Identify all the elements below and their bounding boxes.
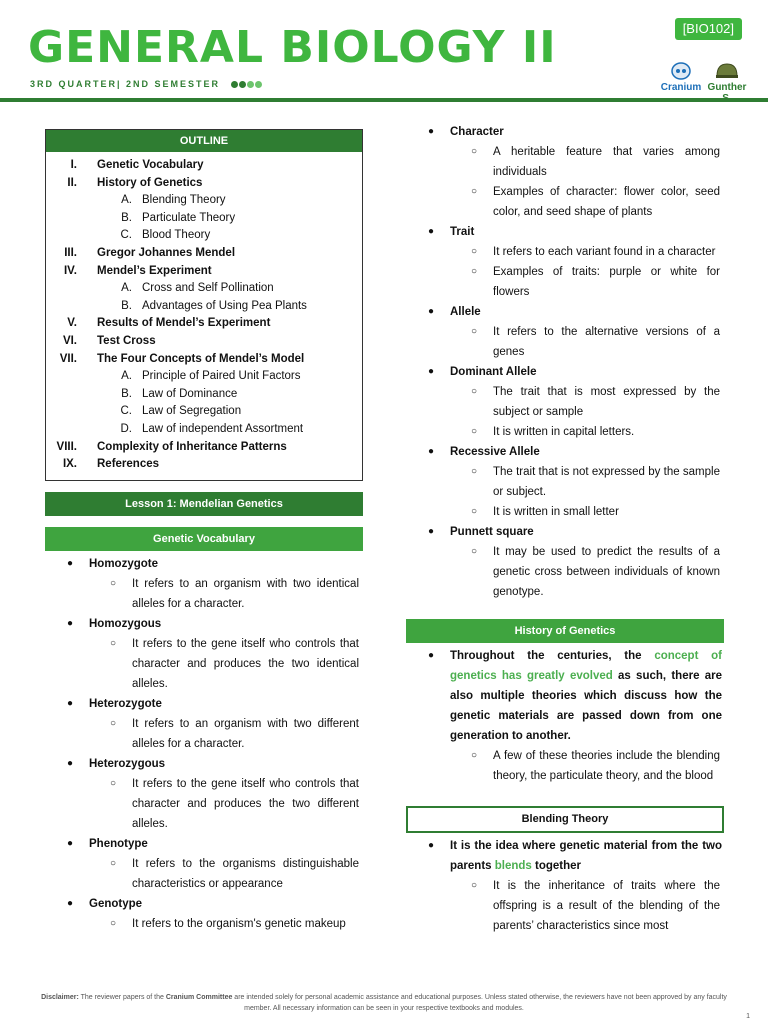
outline-subitem	[46, 298, 362, 316]
circle-bullet-icon: ○	[470, 750, 477, 761]
disclaimer-footer	[40, 992, 728, 1014]
bullet-icon: ●	[67, 617, 74, 629]
term-definition: It refers to the alternative versions of a genes	[493, 326, 720, 358]
cranium-skull-icon	[667, 62, 695, 82]
term-definition: It is written in capital letters.	[493, 426, 635, 438]
circle-bullet-icon: ○	[470, 880, 477, 891]
list-subitem	[45, 714, 363, 754]
course-code-badge: [BIO102]	[675, 18, 742, 40]
list-item	[406, 646, 724, 746]
list-item	[45, 554, 363, 574]
subheader	[30, 79, 263, 90]
cranium-logo-text: Cranium	[660, 82, 702, 93]
list-subitem	[406, 462, 724, 502]
outline-box	[45, 129, 363, 481]
term-definition: Examples of character: flower color, seed color, and seed shape of plants	[493, 186, 720, 218]
history-text-pre: Throughout the centuries, the	[450, 650, 655, 662]
list-subitem	[45, 634, 363, 694]
outline-subitem	[46, 280, 362, 298]
outline-heading: OUTLINE	[46, 130, 362, 152]
vocabulary-list-left	[45, 554, 363, 934]
vocabulary-list-right	[406, 122, 724, 602]
term-label: Heterozygous	[89, 757, 166, 770]
outline-subitem-label: Law of Dominance	[142, 387, 238, 400]
page-number: 1	[746, 1013, 750, 1020]
circle-bullet-icon: ○	[109, 777, 116, 789]
outline-subitem-label: Principle of Paired Unit Factors	[142, 370, 301, 383]
outline-subitem-letter: C.	[120, 405, 132, 418]
disclaimer-committee: Cranium Committee	[165, 994, 233, 1001]
cranium-logo	[656, 62, 706, 93]
term-definition: It refers to an organism with two identical alleles for a character.	[132, 577, 359, 610]
outline-subitem-label: Blending Theory	[142, 194, 226, 207]
history-of-genetics-heading: History of Genetics	[406, 619, 724, 643]
quarter-semester-label: 3RD QUARTER| 2ND SEMESTER	[30, 79, 221, 89]
genetic-vocabulary-heading: Genetic Vocabulary	[45, 527, 363, 551]
circle-bullet-icon: ○	[470, 326, 477, 337]
outline-item-number: I.	[70, 159, 77, 171]
circle-bullet-icon: ○	[470, 246, 477, 257]
term-label: Recessive Allele	[450, 446, 540, 458]
list-subitem	[406, 502, 724, 522]
outline-subitem-label: Cross and Self Pollination	[142, 282, 274, 295]
outline-item-number: V.	[67, 317, 77, 330]
term-definition: The trait that is most expressed by the subject or sample	[493, 386, 720, 418]
circle-bullet-icon: ○	[470, 266, 477, 277]
outline-item-label: References	[97, 458, 160, 471]
gunther-logo-text: Gunther	[707, 82, 747, 93]
term-definition: It refers to the gene itself who controls that character and produces the two identical alleles.	[132, 637, 359, 690]
bullet-icon: ●	[428, 526, 435, 537]
blending-text-pre: It is the idea where genetic material from the two parents	[450, 840, 722, 872]
bullet-icon: ●	[428, 650, 435, 661]
outline-item-number: III.	[64, 246, 77, 259]
list-subitem	[45, 574, 363, 614]
outline-item	[46, 263, 362, 281]
bullet-icon: ●	[67, 837, 74, 849]
blending-section	[406, 836, 724, 936]
outline-item-label: History of Genetics	[97, 176, 203, 189]
decorative-dots-icon	[231, 80, 263, 90]
circle-bullet-icon: ○	[470, 146, 477, 157]
bullet-icon: ●	[67, 897, 74, 909]
bullet-icon: ●	[428, 126, 435, 137]
term-definition: It refers to the organism's genetic makeup	[132, 917, 346, 930]
right-column	[406, 122, 724, 936]
outline-item-number: VII.	[59, 352, 77, 365]
term-label: Allele	[450, 306, 481, 318]
list-item	[406, 362, 724, 382]
outline-item	[46, 157, 362, 175]
disclaimer-text-post: are intended solely for personal academic assistance and educational purposes. Unless stated otherwise, the reviewers have not been approved by any faculty member. All necessary information can be seen in your respective textbooks and modules.	[232, 994, 727, 1012]
outline-item	[46, 456, 362, 474]
list-item	[45, 614, 363, 634]
bullet-icon: ●	[428, 840, 435, 851]
outline-subitem-letter: A.	[121, 194, 132, 207]
outline-subitem-letter: C.	[120, 229, 132, 242]
outline-item-label: Gregor Johannes Mendel	[97, 246, 236, 259]
circle-bullet-icon: ○	[109, 717, 116, 729]
circle-bullet-icon: ○	[470, 426, 477, 437]
list-subitem	[406, 322, 724, 362]
list-subitem	[406, 142, 724, 182]
circle-bullet-icon: ○	[470, 466, 477, 477]
header-divider	[0, 98, 768, 102]
outline-subitem-letter: A.	[121, 370, 132, 383]
outline-subitem-letter: B.	[121, 299, 132, 312]
outline-item	[46, 245, 362, 263]
list-item	[45, 834, 363, 854]
bullet-icon: ●	[428, 366, 435, 377]
circle-bullet-icon: ○	[470, 186, 477, 197]
outline-item-label: Complexity of Inheritance Patterns	[97, 440, 287, 453]
list-subitem	[406, 382, 724, 422]
outline-subitem-label: Law of independent Assortment	[142, 422, 304, 435]
bullet-icon: ●	[67, 557, 74, 569]
document-title: GENERAL BIOLOGY II	[28, 22, 557, 73]
outline-item-number: VIII.	[56, 440, 77, 453]
history-subtext: A few of these theories include the blending theory, the particulate theory, and the blood	[493, 750, 720, 782]
outline-list	[46, 152, 362, 480]
outline-subitem-letter: B.	[121, 387, 132, 400]
term-label: Homozygote	[89, 557, 158, 570]
term-label: Dominant Allele	[450, 366, 537, 378]
term-definition: The trait that is not expressed by the sample or subject.	[493, 466, 720, 498]
term-label: Character	[450, 126, 504, 138]
outline-item	[46, 351, 362, 369]
bullet-icon: ●	[428, 306, 435, 317]
list-item	[406, 836, 724, 876]
disclaimer-text-pre: The reviewer papers of the	[78, 994, 166, 1001]
list-subitem	[406, 262, 724, 302]
list-item	[45, 894, 363, 914]
outline-subitem	[46, 421, 362, 439]
outline-item-label: Results of Mendel’s Experiment	[97, 317, 271, 330]
term-definition: It refers to each variant found in a character	[493, 246, 716, 258]
outline-item-number: IX.	[62, 458, 77, 471]
outline-subitem	[46, 386, 362, 404]
list-subitem	[406, 876, 724, 936]
outline-item-number: IV.	[63, 264, 77, 277]
history-highlight: concept of genetics has greatly evolved	[450, 650, 722, 682]
list-item	[406, 522, 724, 542]
outline-item-label: Genetic Vocabulary	[97, 159, 204, 171]
outline-item	[46, 439, 362, 457]
list-item	[406, 222, 724, 242]
circle-bullet-icon: ○	[109, 857, 116, 869]
outline-subitem-letter: A.	[121, 282, 132, 295]
outline-subitem-label: Blood Theory	[142, 229, 211, 242]
term-label: Genotype	[89, 897, 143, 910]
lesson-heading: Lesson 1: Mendelian Genetics	[45, 492, 363, 516]
circle-bullet-icon: ○	[109, 637, 116, 649]
outline-item	[46, 333, 362, 351]
list-item	[406, 302, 724, 322]
outline-subitem-label: Advantages of Using Pea Plants	[142, 299, 307, 312]
circle-bullet-icon: ○	[109, 917, 116, 929]
bullet-icon: ●	[428, 226, 435, 237]
term-label: Heterozygote	[89, 697, 162, 710]
outline-subitem	[46, 403, 362, 421]
outline-subitem-label: Particulate Theory	[142, 211, 236, 224]
outline-subitem-letter: D.	[120, 422, 132, 435]
circle-bullet-icon: ○	[470, 546, 477, 557]
circle-bullet-icon: ○	[470, 386, 477, 397]
list-subitem	[406, 422, 724, 442]
blending-highlight: blends	[494, 860, 532, 872]
history-paragraph	[450, 646, 722, 746]
list-subitem	[406, 242, 724, 262]
disclaimer-label: Disclaimer:	[41, 994, 79, 1001]
outline-item-label: The Four Concepts of Mendel’s Model	[97, 352, 305, 365]
list-subitem	[45, 854, 363, 894]
history-text-post: as such, there are also multiple theories which discuss how the genetic materials are passed down from one generation to another.	[450, 670, 722, 742]
blending-text-post: together	[531, 860, 582, 872]
list-item	[406, 122, 724, 142]
list-subitem	[45, 914, 363, 934]
outline-item-number: II.	[67, 176, 77, 189]
term-definition: It is written in small letter	[493, 506, 619, 518]
bullet-icon: ●	[67, 757, 74, 769]
list-subitem	[406, 542, 724, 602]
list-subitem	[406, 182, 724, 222]
list-item	[45, 694, 363, 714]
helmet-icon	[714, 62, 740, 82]
bullet-icon: ●	[428, 446, 435, 457]
list-subitem	[406, 746, 724, 786]
bullet-icon: ●	[67, 697, 74, 709]
outline-subitem-letter: B.	[121, 211, 132, 224]
outline-item-label: Test Cross	[97, 334, 156, 347]
left-column	[45, 129, 363, 934]
term-definition: It may be used to predict the results of a genetic cross between individuals of known genotype.	[493, 546, 720, 598]
outline-subitem-label: Law of Segregation	[142, 405, 242, 418]
outline-subitem	[46, 368, 362, 386]
outline-item	[46, 315, 362, 333]
history-section	[406, 646, 724, 786]
circle-bullet-icon: ○	[470, 506, 477, 517]
term-label: Punnett square	[450, 526, 534, 538]
term-definition: Examples of traits: purple or white for flowers	[493, 266, 720, 298]
circle-bullet-icon: ○	[109, 577, 116, 589]
term-definition: It refers to an organism with two different alleles for a character.	[132, 717, 359, 750]
list-subitem	[45, 774, 363, 834]
blending-paragraph	[450, 836, 722, 876]
outline-item-number: VI.	[62, 334, 77, 347]
outline-item-label: Mendel’s Experiment	[97, 264, 212, 277]
list-item	[406, 442, 724, 462]
term-definition: It refers to the organisms distinguishable characteristics or appearance	[132, 857, 359, 890]
term-definition: A heritable feature that varies among individuals	[493, 146, 720, 178]
outline-subitem	[46, 210, 362, 228]
term-definition: It refers to the gene itself who controls that character and produces the two different alleles.	[132, 777, 359, 830]
outline-subitem	[46, 227, 362, 245]
list-item	[45, 754, 363, 774]
blending-subtext: It is the inheritance of traits where the offspring is a result of the blending of the parents’ characteristics since most	[493, 880, 720, 932]
outline-item	[46, 175, 362, 193]
blending-theory-heading: Blending Theory	[406, 806, 724, 833]
outline-subitem	[46, 192, 362, 210]
term-label: Trait	[450, 226, 475, 238]
term-label: Phenotype	[89, 837, 148, 850]
term-label: Homozygous	[89, 617, 162, 630]
